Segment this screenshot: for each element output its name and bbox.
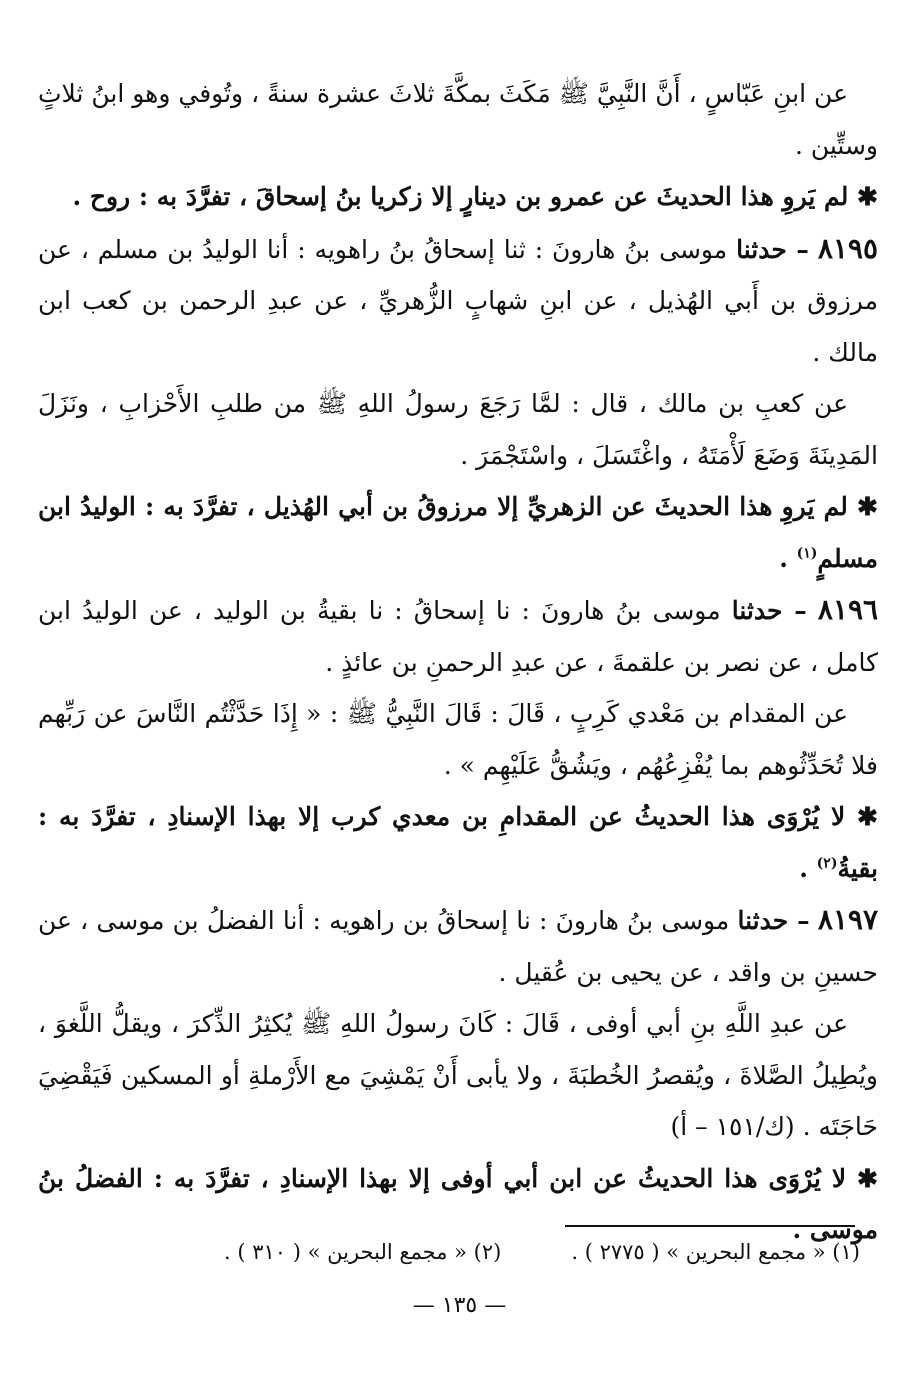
- tafarrud-text: لم يَروِ هذا الحديثَ عن عمرو بن دينارٍ إلا زكريا بنُ إسحاقَ ، تفرَّدَ به : روح .: [72, 182, 849, 211]
- isnad-text: موسى بنُ هارونَ : ثنا إسحاقُ بنُ راهويه : أنا الوليدُ بن مسلم ، عن مرزوق بن أَبي الهُذيل ، عن ابنِ شهابٍ الزُّهريِّ ، عن عبدِ الرحمن بن كعب ابن مالك .: [38, 234, 878, 367]
- hadith-lead: – حدثنا: [736, 234, 809, 264]
- star-icon: ✱: [857, 492, 878, 521]
- tafarrud-text: لا يُرْوَى هذا الحديثُ عن المقدامِ بن معدي كرب إلا بهذا الإسنادِ ، تفرَّدَ به : بقيةُ: [38, 802, 878, 883]
- hadith-lead: – حدثنا: [737, 906, 810, 935]
- tafarrud-text: لم يَروِ هذا الحديثَ عن الزهريِّ إلا مرزوقُ بن أبي الهُذيل ، تفرَّدَ به : الوليدُ ابن مسلمٍ: [38, 492, 878, 573]
- star-icon: ✱: [857, 182, 878, 211]
- isnad-text: موسى بنُ هارونَ : نا إسحاقُ : نا بقيةُ بن الوليد ، عن الوليدُ ابن كامل ، عن نصر بن علقمةَ ، عن عبدِ الرحمنِ بن عائذٍ .: [38, 596, 878, 677]
- hadith-8197: [38, 894, 878, 998]
- footnote-1: (١) « مجمع البحرين » ( ٢٧٧٥ ) .: [571, 1240, 860, 1264]
- footnote-ref: (١): [796, 545, 818, 562]
- paragraph-miqdam: عن المقدام بن مَعْدي كَرِبٍ ، قَالَ : قَالَ النَّبِيُّ ﷺ : « إِذَا حَدَّثْتُم النَّاسَ عن رَبِّهم فلا تُحَدِّثُوهم بما يُفْزِعُهُم ، ويَشُقُّ عَلَيْهِم » .: [38, 699, 878, 780]
- paragraph-ibn-abbas: عن ابنِ عَبّاسٍ ، أَنَّ النَّبِيَّ ﷺ مَكَثَ بمكَّةَ ثلاثَ عشرة سنةً ، وتُوفي وهو ابنُ ثلاثٍ وستِّين .: [38, 79, 878, 160]
- page-body: [38, 68, 878, 1256]
- hadith-number: ٨١٩٦: [817, 593, 879, 626]
- tafarrud-note-baqiyya: ✱ لا يُرْوَى هذا الحديثُ عن المقدامِ بن معدي كرب إلا بهذا الإسنادِ ، تفرَّدَ به : بقيةُ$^{(٢)}$ .: [38, 802, 878, 883]
- footnotes: [60, 1232, 860, 1272]
- page-number: — ١٣٥ —: [412, 1293, 507, 1318]
- hadith-number: ٨١٩٥: [817, 231, 878, 265]
- isnad-text: موسى بنُ هارونَ : نا إسحاقُ بن راهويه : أنا الفضلُ بن موسى ، عن حسينِ بن واقد ، عن يحيى بن عُقيل .: [38, 906, 878, 987]
- hadith-8195: [38, 223, 878, 379]
- paragraph-ibn-abi-awfa: عن عبدِ اللَّهِ بنِ أبي أوفى ، قَالَ : كَانَ رسولُ اللهِ ﷺ يُكثِرُ الذِّكرَ ، ويقلُّ اللَّغوَ ، ويُطِيلُ الصَّلاةَ ، ويُقصرُ الخُطبَةَ ، ولا يأبى أَنْ يَمْشِيَ مع الأَرْملةِ أو المسكين فَيَقْضِيَ حَاجَتَه . (ك/١٥١ – أ): [38, 1009, 878, 1141]
- footnote-2: (٢) « مجمع البحرين » ( ٣١٠ ) .: [224, 1240, 502, 1264]
- tafarrud-note-walid: ✱ لم يَروِ هذا الحديثَ عن الزهريِّ إلا مرزوقُ بن أبي الهُذيل ، تفرَّدَ به : الوليدُ ابن مسلمٍ$^{(١)}$ .: [38, 492, 878, 573]
- tafarrud-note-roh: [38, 171, 878, 223]
- hadith-lead: – حدثنا: [731, 596, 807, 625]
- footnote-divider: [565, 1225, 855, 1227]
- star-icon: ✱: [857, 802, 878, 831]
- hadith-8196: [38, 584, 878, 688]
- hadith-number: ٨١٩٧: [817, 903, 878, 936]
- tafarrud-text: لا يُرْوَى هذا الحديثُ عن ابن أبي أوفى إلا بهذا الإسنادِ ، تفرَّدَ به : الفضلُ بنُ موسى .: [38, 1163, 878, 1244]
- star-icon: ✱: [857, 1163, 878, 1193]
- footnote-ref: (٢): [816, 855, 838, 872]
- paragraph-kaab: عن كعبِ بن مالك ، قال : لمَّا رَجَعَ رسولُ اللهِ ﷺ من طلبِ الأَحْزابِ ، ونَزَلَ المَدِينَةَ وَضَعَ لَأْمَتَهُ ، واغْتَسَلَ ، واسْتَجْمَرَ .: [38, 389, 878, 470]
